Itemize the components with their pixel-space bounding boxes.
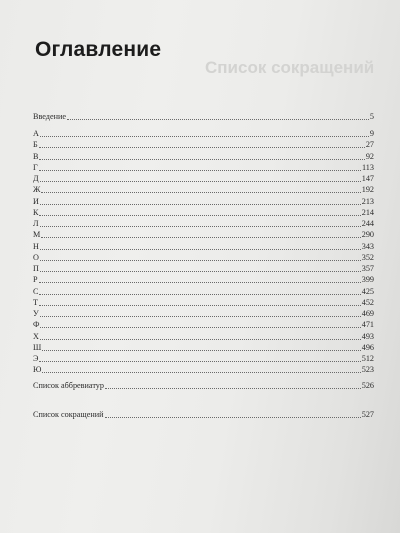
toc-entry-page: 244: [361, 219, 374, 228]
dot-leader: [40, 339, 361, 340]
toc-entry-label: И: [33, 196, 39, 206]
toc-entry-label: А: [33, 129, 39, 138]
dot-leader: [40, 226, 361, 227]
dot-leader: [40, 327, 360, 328]
toc-entry-page: 214: [361, 207, 374, 217]
toc-entry[interactable]: [33, 274, 374, 285]
toc-entry[interactable]: [33, 241, 374, 252]
toc-entry-page: 290: [361, 230, 374, 240]
toc-entry-page: 27: [365, 140, 374, 150]
toc-entry[interactable]: [33, 380, 374, 391]
toc-entry-page: 113: [362, 162, 374, 172]
toc-entry-page: 471: [361, 320, 374, 330]
toc-entry-label: К: [33, 207, 39, 217]
toc-entry-page: 213: [361, 196, 374, 206]
toc-entry-intro[interactable]: [33, 111, 374, 122]
dot-leader: [39, 170, 361, 171]
toc-entry[interactable]: [33, 151, 374, 162]
toc-entry-page: 526: [361, 381, 374, 390]
dot-leader: [39, 305, 361, 306]
toc-entry[interactable]: [33, 342, 374, 353]
dot-leader: [40, 249, 361, 250]
toc-entry-page: 493: [361, 331, 374, 341]
toc-entry[interactable]: [33, 331, 374, 342]
toc-entry-page: 9: [369, 129, 374, 138]
dot-leader: [42, 372, 360, 373]
dot-leader: [105, 417, 361, 418]
toc-entry-label: Л: [33, 219, 39, 228]
toc-entry[interactable]: [33, 308, 374, 319]
dot-leader: [40, 316, 361, 317]
toc-entry[interactable]: [33, 229, 374, 240]
toc-entry-page: 469: [361, 309, 374, 318]
dot-leader: [39, 159, 364, 160]
toc-entry-label: Ш: [33, 342, 42, 352]
toc-entry[interactable]: [33, 173, 374, 184]
toc-entry-label: В: [33, 151, 39, 161]
dot-leader: [105, 388, 361, 389]
toc-entry-label: Список аббревиатур: [33, 381, 104, 390]
dot-leader: [39, 361, 360, 362]
toc-entry-label: Введение: [33, 112, 67, 121]
toc-entry-page: 357: [361, 264, 374, 273]
toc-entry-label: Э: [33, 354, 39, 363]
toc-entry-page: 192: [361, 185, 374, 195]
toc-entry-label: Г: [33, 162, 38, 172]
toc-entry[interactable]: [33, 184, 374, 195]
toc-entry[interactable]: [33, 252, 374, 263]
dot-leader: [40, 136, 369, 137]
toc-entry-label: Т: [33, 297, 39, 307]
toc-entry[interactable]: [33, 353, 374, 364]
toc-entry-label: Ж: [33, 185, 41, 195]
dot-leader: [42, 350, 360, 351]
toc-entry[interactable]: [33, 297, 374, 308]
toc-entry-label: П: [33, 264, 39, 273]
toc-entry-label: Список сокращений: [33, 410, 104, 419]
toc-entry-page: 425: [361, 286, 374, 296]
toc-entry-label: М: [33, 230, 41, 240]
toc-entry-page: 512: [361, 354, 374, 363]
page-title: Оглавление: [35, 38, 162, 61]
dot-leader: [67, 119, 369, 120]
toc-entry[interactable]: [33, 218, 374, 229]
dot-leader: [39, 282, 361, 283]
toc-entry-page: 352: [361, 252, 374, 262]
toc-entry-label: Х: [33, 331, 39, 341]
toc-entry-page: 527: [361, 410, 374, 419]
dot-leader: [39, 215, 360, 216]
dot-leader: [41, 192, 360, 193]
toc-entry[interactable]: [33, 162, 374, 173]
toc-entry-label: Р: [33, 275, 38, 285]
toc-entry[interactable]: [33, 128, 374, 139]
toc-entry-page: 523: [361, 365, 374, 375]
toc-entry[interactable]: [33, 409, 374, 420]
toc-entry-label: У: [33, 309, 39, 318]
toc-entry-label: Н: [33, 241, 39, 251]
dot-leader: [40, 260, 361, 261]
toc-entry-label: Д: [33, 174, 39, 183]
toc-entry[interactable]: [33, 286, 374, 297]
toc-entry-label: О: [33, 252, 39, 262]
toc-entry[interactable]: [33, 364, 374, 375]
toc-entry[interactable]: [33, 139, 374, 150]
toc-entry-page: 343: [361, 241, 374, 251]
toc-entry-page: 452: [361, 297, 374, 307]
toc-entry[interactable]: [33, 207, 374, 218]
toc-entry-page: 496: [361, 342, 374, 352]
toc-entry-label: Б: [33, 140, 38, 150]
toc-entry[interactable]: [33, 263, 374, 274]
toc-entry-page: 92: [365, 151, 374, 161]
toc-entry[interactable]: [33, 196, 374, 207]
toc-entry-page: 5: [369, 112, 374, 121]
toc-entry-label: Ф: [33, 320, 40, 330]
toc-entry-label: С: [33, 286, 39, 296]
dot-leader: [39, 147, 365, 148]
dot-leader: [41, 237, 360, 238]
bleed-through-heading: Список сокращений: [205, 58, 375, 77]
toc-entry[interactable]: [33, 319, 374, 330]
toc-entry-label: Ю: [33, 365, 42, 375]
dot-leader: [40, 271, 361, 272]
toc-entry-page: 399: [361, 275, 374, 285]
toc-entry-page: 147: [361, 174, 374, 183]
dot-leader: [40, 204, 361, 205]
dot-leader: [39, 294, 360, 295]
dot-leader: [40, 181, 361, 182]
